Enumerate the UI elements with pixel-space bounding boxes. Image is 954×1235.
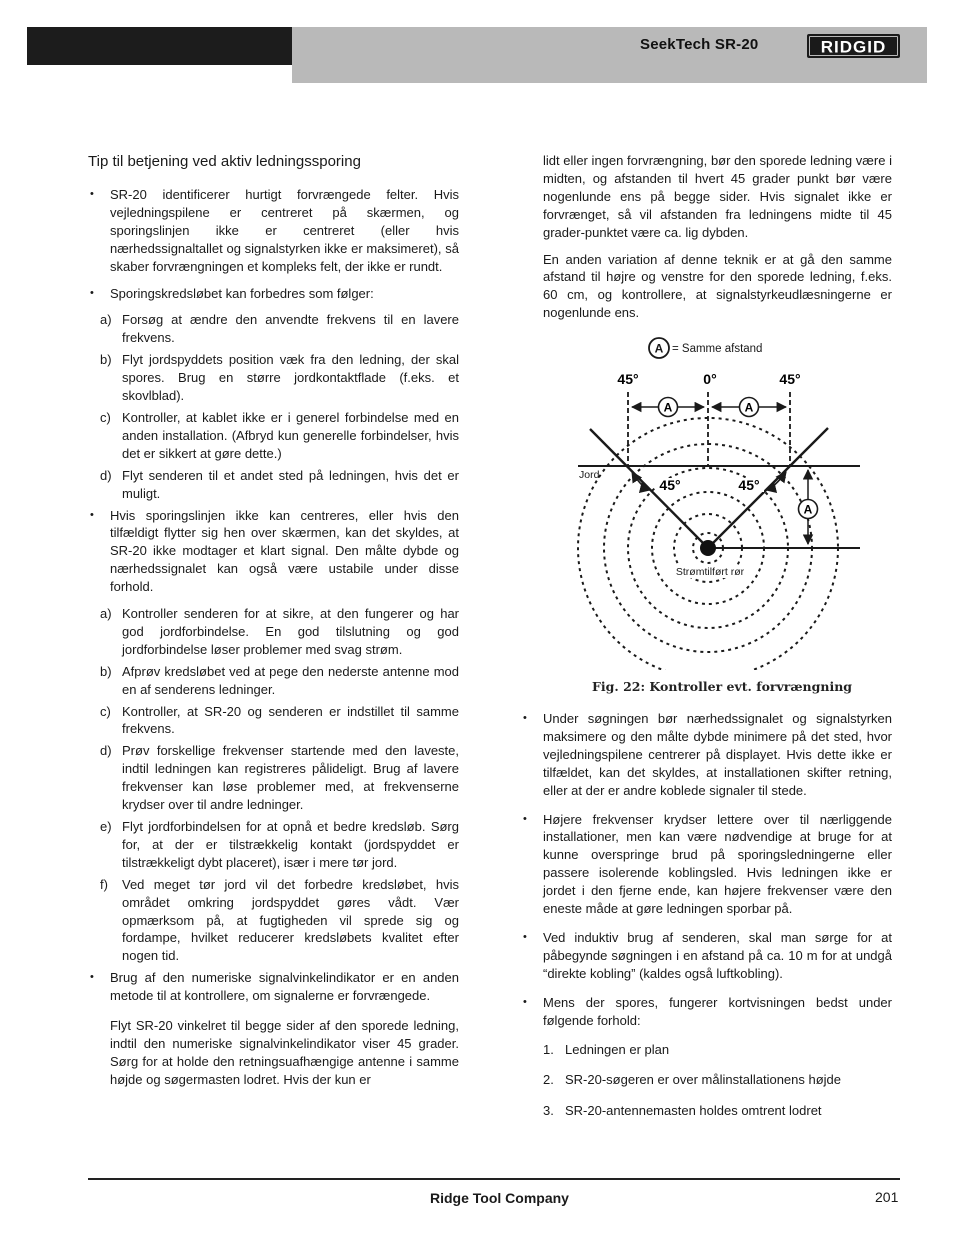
sub-list-item: f) Ved meget tør jord vil det forbedre kredsløbet, hvis området omkring jordspyddet gøres vådt. Vær opmærksom på, at fugtigheden vil sprede sig og fordampe, hvilket reducerer kredsløbets kvalitet efter nogen tid. [100, 876, 459, 964]
svg-text:A: A [663, 400, 673, 415]
angle-label-right: 45° [779, 371, 801, 387]
angle-label-inner-right: 45° [738, 477, 760, 493]
paragraph: En anden variation af denne teknik er at gå den samme afstand til højre og venstre for den sporede ledning, f.eks. 60 cm, og kontrollere, at signalstyrkeudlæsningerne er nogenlunde ens. [543, 251, 892, 321]
left-column [88, 186, 459, 1089]
numbered-item: 2. SR-20-søgeren er over målinstallationens højde [543, 1072, 842, 1088]
svg-text:A: A [803, 502, 813, 517]
sub-list-item: c) Kontroller, at SR-20 og senderen er indstillet til samme frekvens. [100, 703, 459, 737]
legend [649, 338, 762, 358]
footer-rule [88, 1178, 900, 1180]
svg-text:A: A [654, 341, 664, 356]
sub-list-item: a) Kontroller senderen for at sikre, at den fungerer og har god jordforbindelse. En god tilslutning og god jordforbindelse løser problemer med svag strøm. [100, 606, 459, 657]
list-item: • Hvis sporingslinjen ikke kan centreres, eller hvis den tilfældigt flytter sig hen over skærmen, kan det skyldes, at SR-20 ikke modtager et klart signal. Den målte dybde og nærhedssignalet kan også være ustabile under disse forhold. [88, 507, 459, 597]
numbered-item: 3. SR-20-antennemasten holdes omtrent lodret [543, 1103, 822, 1119]
right-column-bottom [521, 710, 892, 1133]
conductor-label: Strømtilført rør [675, 566, 745, 578]
angle-label-center: 0° [703, 371, 717, 387]
ridgid-logo [806, 31, 902, 61]
figure-caption: Fig. 22: Kontroller evt. forvrængning [592, 679, 853, 694]
conductor-dot [700, 540, 716, 556]
list-item: • SR-20 identificerer hurtigt forvrængede felter. Hvis vejledningspilene er centreret på skærmen, og sporingslinjen ikke er centreret (eller hvis nærhedssignaltallet og signalstyrken ikke er maksimeret), så skaber forvrængningen et kompleks felt, der ikke er rundt. [88, 186, 459, 276]
list-item: • Mens der spores, fungerer kortvisningen bedst under følgende forhold: [521, 994, 892, 1030]
numbered-item: 1. Ledningen er plan [543, 1041, 670, 1057]
legend-text: = Samme afstand [672, 343, 763, 355]
sub-list-item: b) Flyt jordspyddets position væk fra den ledning, der skal spores. Brug en større jordkontaktflade (f.eks. et skovlblad). [100, 352, 459, 404]
right-column-top [521, 152, 892, 322]
sub-list-item: c) Kontroller, at kablet ikke er i generel forbindelse med en anden installation. (Afbryd kun generelle forbindelser, hvis det er sikkert at gøre dette.) [100, 409, 459, 461]
svg-text:RIDGID: RIDGID [820, 37, 887, 57]
angle-label-left: 45° [617, 371, 639, 387]
sub-list-item: b) Afprøv kredsløbet ved at pege den nederste antenne mod en af senderens ledninger. [100, 663, 459, 697]
page-number: 201 [875, 1189, 899, 1205]
footer-company: Ridge Tool Company [430, 1190, 569, 1206]
angle-label-inner-left: 45° [659, 477, 681, 493]
header-title: SeekTech SR-20 [640, 36, 759, 53]
list-item: • Højere frekvenser krydser lettere over til nærliggende installationer, men kan være nødvendige at bruge for at kunne overspringe brud på sporingsledningerne eller passere isolerende koblingsled. Hvis ledningen ikke er jordet i den fjerne ende, kan højere frekvenser være den eneste måde at gøre ledningen sporbar på. [521, 811, 892, 918]
sub-list-item: a) Forsøg at ændre den anvendte frekvens til en lavere frekvens. [100, 312, 459, 346]
paragraph: Flyt SR-20 vinkelret til begge sider af den sporede ledning, indtil den numeriske signalvinkelindikator viser 45 grader. Sørg for at holde den retningsuafhængige antenne i samme højde og søgermasten lodret. Hvis der kun er [110, 1018, 459, 1087]
right-45-line [708, 428, 828, 548]
svg-text:A: A [744, 400, 754, 415]
sub-list-item: e) Flyt jordforbindelsen for at opnå et bedre kredsløb. Sørg for, at der er tilstrækkelig kontakt (jordspyddet er tilstrækkeligt dybt placeret), især i mere tør jord. [100, 819, 459, 870]
header-black-bar [27, 27, 292, 65]
section-title: Tip til betjening ved aktiv ledningssporing [88, 153, 361, 170]
list-item: • Brug af den numeriske signalvinkelindikator er en anden metode til at kontrollere, om signalerne er forvrængede. [88, 969, 459, 1005]
distortion-figure [560, 330, 880, 670]
ground-label: Jord [579, 469, 600, 481]
list-item: • Under søgningen bør nærhedssignalet og signalstyrken maksimere og den målte dybde minimere på det sted, hvor vejledningspilene centrerer på displayet. Hvis dette ikke er tilfældet, kan det skyldes, at installationen skifter retning, eller at der er andre koblede signaler til stede. [521, 710, 892, 800]
sub-list-item: d) Prøv forskellige frekvenser startende med den laveste, indtil ledningen kan registreres pålideligt. Brug af lavere frekvenser kan løse problemer med, at frekvenserne krydser over til andre ledninger. [100, 743, 459, 813]
paragraph: lidt eller ingen forvrængning, bør den sporede ledning være i midten, og afstanden til hvert 45 grader punkt bør være nogenlunde ens på begge sider. Hvis signalet ikke er forvrænget, så vil afstanden fra ledningens midte til 45 grader-punktet være ca. lig dybden. [543, 153, 892, 240]
list-item: • Ved induktiv brug af senderen, skal man sørge for at påbegynde søgningen i en afstand på ca. 10 m for at undgå “direkte kobling” (kaldes også luftkobling). [521, 929, 892, 983]
left-45-line [590, 429, 708, 548]
list-item: • Sporingskredsløbet kan forbedres som følger: [88, 285, 459, 303]
sub-list-item: d) Flyt senderen til et andet sted på ledningen, hvis det er muligt. [100, 467, 459, 501]
